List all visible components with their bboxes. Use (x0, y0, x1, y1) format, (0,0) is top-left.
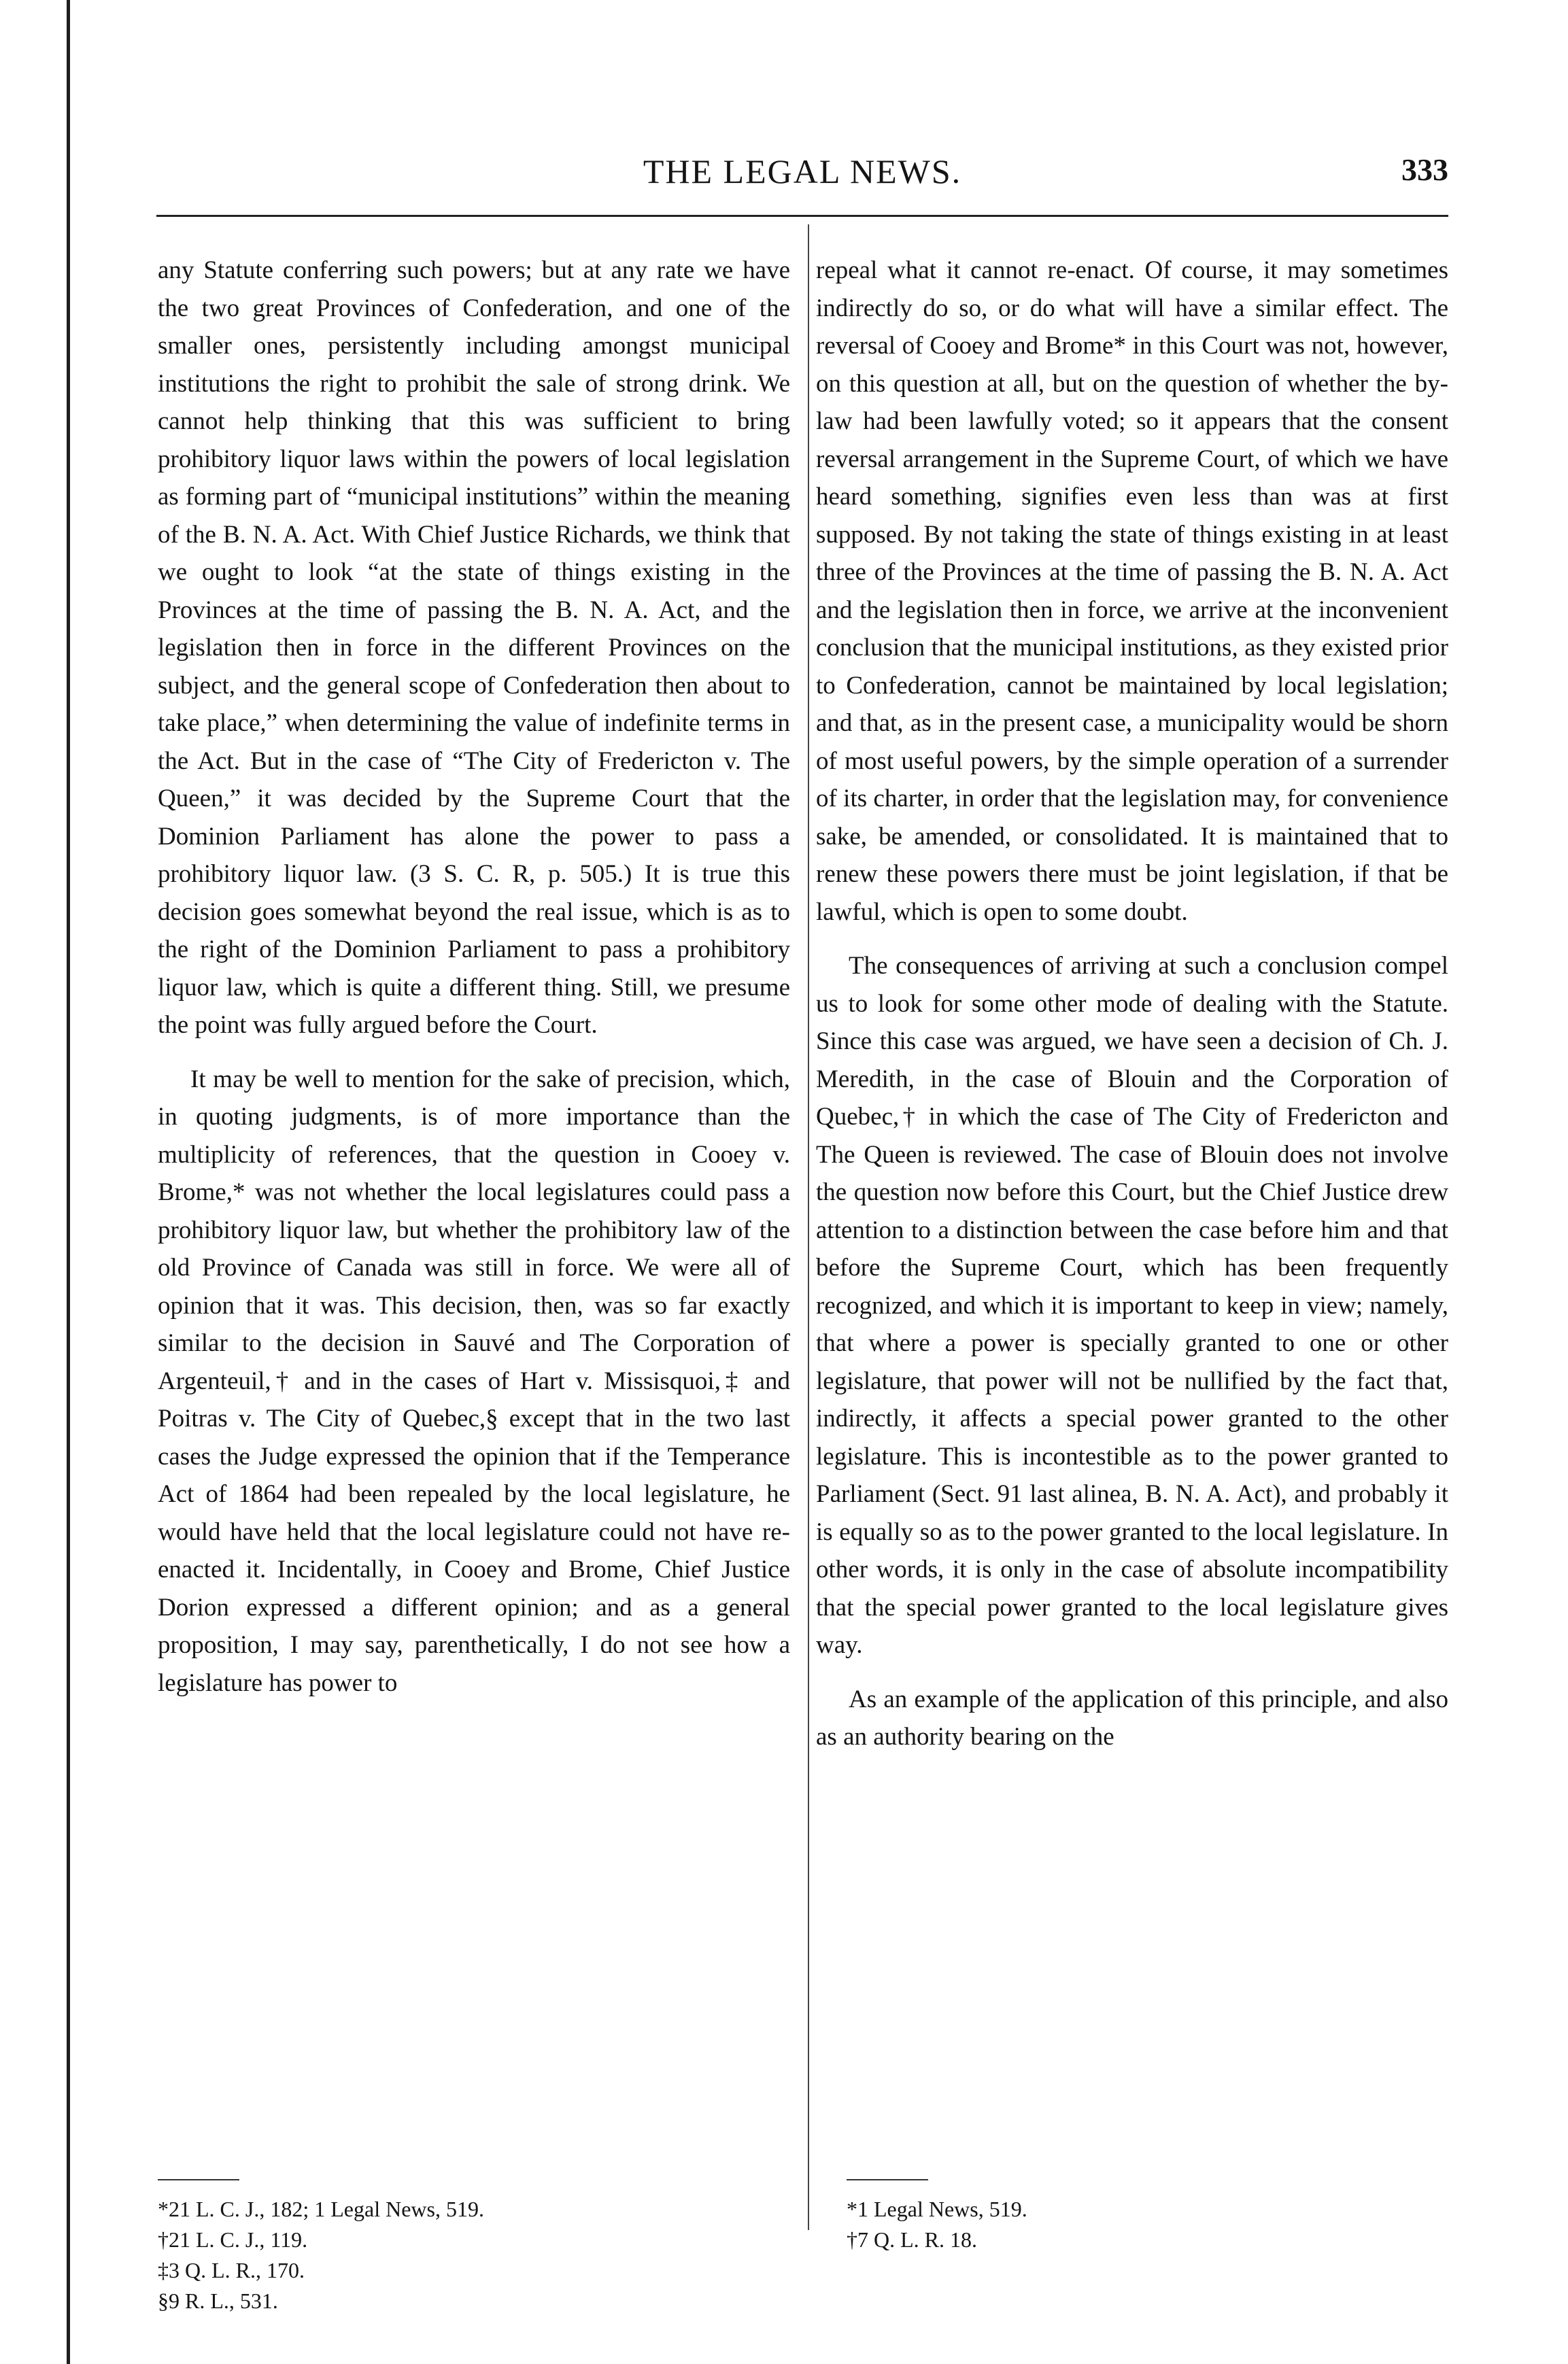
right-paragraph-3: As an example of the application of this principle, and also as an authority bearing on the (816, 1685, 1448, 1751)
right-paragraph-2: The consequences of arriving at such a conclusion compel us to look for some other mode of dealing with the Statute. Since this case was argued, we have seen a decision of Ch. J. Meredith, in the case of Blouin and the Corporation of Quebec,† in which the case of The City of Fredericton and The Queen is reviewed. The case of Blouin does not involve the question now before this Court, but the Chief Justice drew attention to a distinction between the case before him and that before the Supreme Court, which has been frequently recognized, and which it is important to keep in view; namely, that where a power is specially granted to one or other legislature, that power will not be nullified by the fact that, indirectly, it affects a special power granted to the other legislature. This is incontestible as to the power granted to Parliament (Sect. 91 last alinea, B. N. A. Act), and probably it is equally so as to the power granted to the local legislature. In other words, it is only in the case of absolute incompatibility that the special power granted to the local legislature gives way. (816, 952, 1448, 1659)
footnote-rule (158, 2179, 239, 2180)
page-binding-edge (67, 0, 70, 2364)
left-column (158, 252, 790, 1702)
footnote: †21 L. C. J., 119. (158, 2227, 308, 2252)
running-title: THE LEGAL NEWS. (643, 152, 962, 190)
left-paragraph-1: any Statute conferring such powers; but at any rate we have the two great Provinces of Confederation, and one of the smaller ones, persistently including amongst municipal institutions the right to prohibit the sale of strong drink. We cannot help thinking that this was sufficient to bring prohibitory liquor laws within the powers of local legislation as forming part of “municipal institutions” within the meaning of the B. N. A. Act. With Chief Justice Richards, we think that we ought to look “at the state of things existing in the Provinces at the time of passing the B. N. A. Act, and the legislation then in force in the different Provinces on the subject, and the general scope of Confederation then about to take place,” when determining the value of indefinite terms in the Act. But in the case of “The City of Fredericton v. The Queen,” it was decided by the Supreme Court that the Dominion Parliament has alone the power to pass a prohibitory liquor law. (3 S. C. R, p. 505.) It is true this decision goes somewhat beyond the real issue, which is as to the right of the Dominion Parliament to pass a prohibitory liquor law, which is quite a different thing. Still, we presume the point was fully argued before the Court. (158, 256, 790, 1039)
header-rule (156, 215, 1448, 217)
right-footnotes (847, 2179, 1255, 2255)
footnote: †7 Q. L. R. 18. (847, 2227, 977, 2252)
footnote: *21 L. C. J., 182; 1 Legal News, 519. (158, 2197, 484, 2221)
footnote: §9 R. L., 531. (158, 2289, 278, 2313)
page-header (156, 139, 1448, 201)
right-paragraph-1: repeal what it cannot re-enact. Of course, it may sometimes indirectly do so, or do what will have a similar effect. The reversal of Cooey and Brome* in this Court was not, however, on this question at all, but on the question of whether the by-law had been lawfully voted; so it appears that the consent reversal arrangement in the Supreme Court, of which we have heard something, signifies even less than was at first supposed. By not taking the state of things existing in at least three of the Provinces at the time of passing the B. N. A. Act and the legislation then in force, we arrive at the inconvenient conclusion that the municipal institutions, as they existed prior to Confederation, cannot be maintained by local legislation; and that, as in the present case, a municipality would be shorn of most useful powers, by the simple operation of a surrender of its charter, in order that the legislation may, for convenience sake, be amended, or consolidated. It is maintained that to renew these powers there must be joint legislation, if that be lawful, which is open to some doubt. (816, 256, 1448, 926)
page-number: 333 (1401, 152, 1448, 187)
footnote: *1 Legal News, 519. (847, 2197, 1027, 2221)
column-divider (808, 224, 809, 2230)
footnote: ‡3 Q. L. R., 170. (158, 2258, 305, 2282)
left-footnotes (158, 2179, 566, 2316)
right-column (816, 252, 1448, 1756)
left-paragraph-2: It may be well to mention for the sake of precision, which, in quoting judgments, is of more importance than the multiplicity of references, that the question in Cooey v. Brome,* was not whether the local legislatures could pass a prohibitory liquor law, but whether the prohibitory law of the old Province of Canada was still in force. We were all of opinion that it was. This decision, then, was so far exactly similar to the decision in Sauvé and The Corporation of Argenteuil,† and in the cases of Hart v. Missisquoi,‡ and Poitras v. The City of Quebec,§ except that in the two last cases the Judge expressed the opinion that if the Temperance Act of 1864 had been repealed by the local legislature, he would have held that the local legislature could not have re-enacted it. Incidentally, in Cooey and Brome, Chief Justice Dorion expressed a different opinion; and as a general proposition, I may say, parenthetically, I do not see how a legislature has power to (158, 1065, 790, 1697)
footnote-rule (847, 2179, 928, 2180)
